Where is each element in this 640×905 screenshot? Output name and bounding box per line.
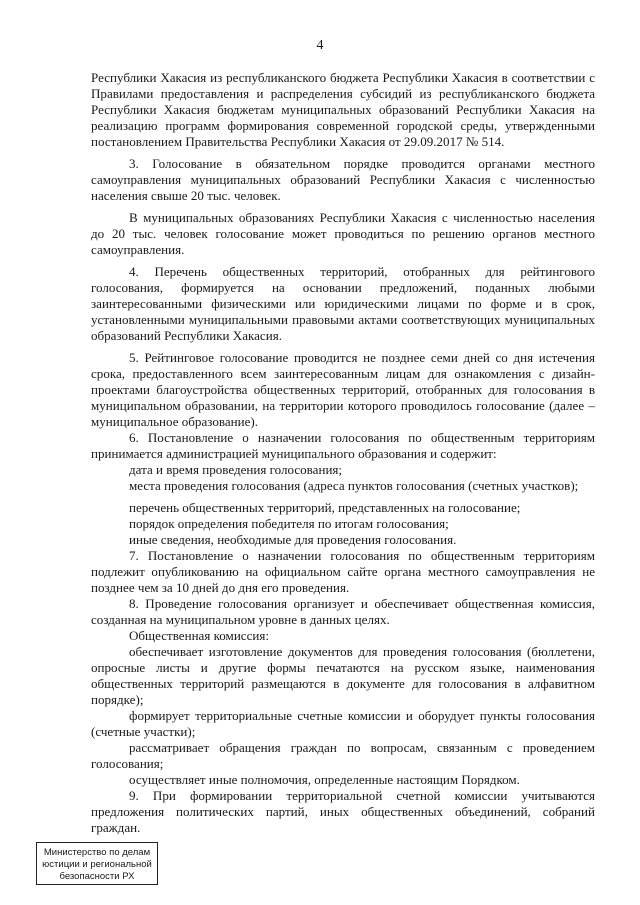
paragraph-continuation: Республики Хакасия из республиканского бюджета Республики Хакасия в соответствии с Правилами предоставления и распределения субсидий из республиканского бюджета Республики Хакасия бюджетам муниципальных образований Республики Хакасия на реализацию программ формирования современной городской среды, утвержденными постановлением Правительства Республики Хакасия от 29.09.2017 № 514.: [91, 70, 595, 149]
paragraph-item-5: 5. Рейтинговое голосование проводится не позднее семи дней со дня истечения срока, предоставленного всем заинтересованным лицам для ознакомления с дизайн-проектами благоустройства общественных территорий, отобранных для голосования в муниципальном образовании, на территории которого проводилось голосование (далее – муниципальное образование).: [91, 350, 595, 429]
page-number: 4: [316, 38, 324, 53]
paragraph-item-6: 6. Постановление о назначении голосования по общественным территориям принимается администрацией муниципального образования и содержит:: [91, 430, 595, 461]
paragraph-item-8: 8. Проведение голосования организует и обеспечивает общественная комиссия, созданная на муниципальном уровне в данных целях.: [91, 596, 595, 627]
stamp-line-3: безопасности РХ: [59, 871, 135, 882]
paragraph-commission-heading: Общественная комиссия:: [129, 628, 269, 643]
stamp-line-1: Министерство по делам: [43, 847, 151, 858]
list-item-other-info: иные сведения, необходимые для проведения голосования.: [129, 532, 457, 547]
paragraph-item-9: 9. При формировании территориальной счетной комиссии учитываются предложения политических партий, иных общественных объединений, собраний граждан.: [91, 788, 595, 835]
list-item-date-time: дата и время проведения голосования;: [129, 462, 343, 477]
paragraph-item-7: 7. Постановление о назначении голосования по общественным территориям подлежит опубликованию на официальном сайте органа местного самоуправления не позднее чем за 10 дней до дня его проведения.: [91, 548, 595, 595]
list-item-voting-places: места проведения голосования (адреса пунктов голосования (счетных участков);: [129, 478, 579, 493]
list-item-territories: перечень общественных территорий, представленных на голосование;: [129, 500, 521, 515]
list-item-counting-commissions: формирует территориальные счетные комиссии и оборудует пункты голосования (счетные участки);: [91, 708, 595, 739]
paragraph-item-4: 4. Перечень общественных территорий, отобранных для рейтингового голосования, формируется на основании предложений, поданных любыми заинтересованными физическими или юридическими лицами по форме и в срок, установленными муниципальными правовыми актами соответствующих муниципальных образований Республики Хакасия.: [91, 264, 595, 343]
document-body: [91, 70, 595, 836]
ministry-stamp: [36, 842, 158, 885]
list-item-appeals: рассматривает обращения граждан по вопросам, связанным с проведением голосования;: [91, 740, 595, 771]
stamp-line-2: юстиции и региональной: [42, 859, 152, 870]
list-item-other-powers: осуществляет иные полномочия, определенные настоящим Порядком.: [129, 772, 520, 787]
list-item-winner-procedure: порядок определения победителя по итогам голосования;: [129, 516, 449, 531]
paragraph-small-municipalities: В муниципальных образованиях Республики Хакасия с численностью населения до 20 тыс. человек голосование может проводиться по решению органов местного самоуправления.: [91, 210, 595, 257]
list-item-documents: обеспечивает изготовление документов для проведения голосования (бюллетени, опросные листы и другие формы печатаются на русском языке, наименования общественных территорий размещаются в документе для голосования в алфавитном порядке);: [91, 644, 595, 707]
paragraph-item-3: 3. Голосование в обязательном порядке проводится органами местного самоуправления муниципальных образований Республики Хакасия с численностью населения свыше 20 тыс. человек.: [91, 156, 595, 203]
